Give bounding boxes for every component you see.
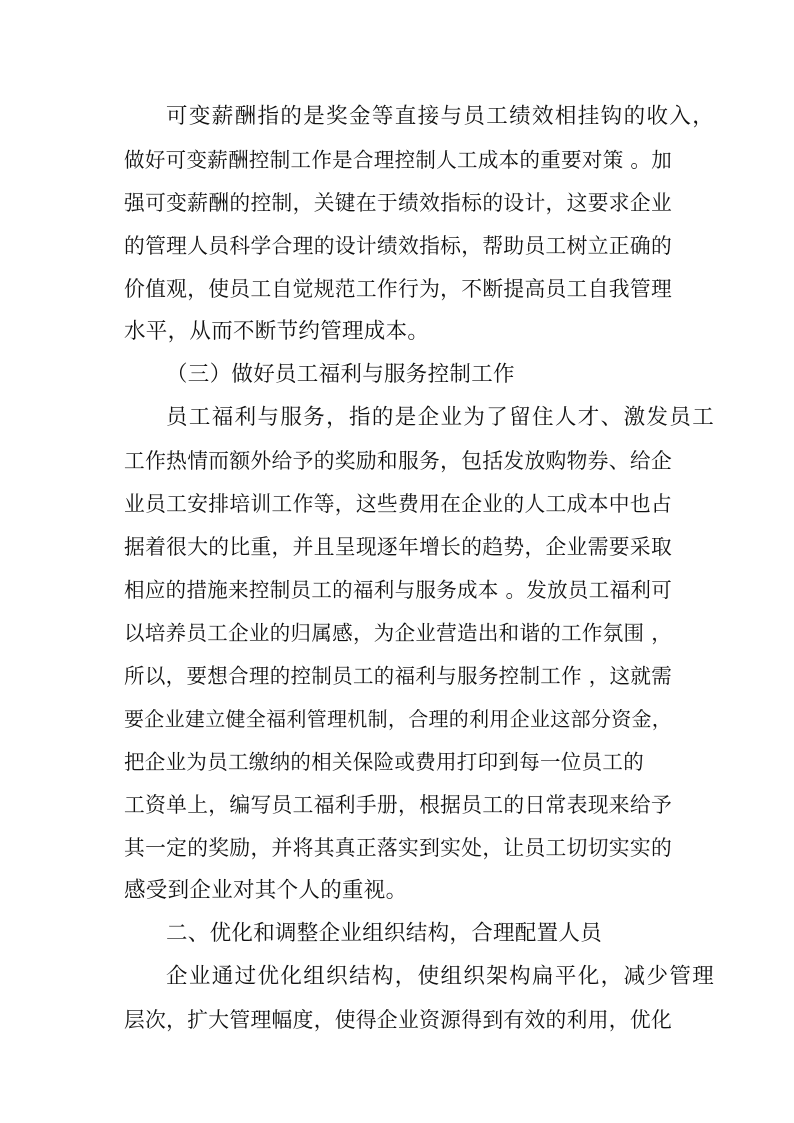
paragraph-line: 做好可变薪酬控制工作是合理控制人工成本的重要对策 。加 (124, 148, 672, 172)
paragraph-line: 价值观，使员工自觉规范工作行为，不断提高员工自我管理 (124, 277, 672, 301)
paragraph-line: 水平，从而不断节约管理成本。 (124, 319, 430, 344)
paragraph-line: 以培养员工企业的归属感，为企业营造出和谐的工作氛围 ， (124, 621, 672, 645)
paragraph-line: 强可变薪酬的控制，关键在于绩效指标的设计，这要求企业 (124, 191, 672, 215)
paragraph-line: 工作热情而额外给予的奖励和服务，包括发放购物券、给企 (124, 449, 672, 473)
paragraph-line: 层次，扩大管理幅度，使得企业资源得到有效的利用，优化 (124, 1008, 672, 1032)
paragraph-line: 相应的措施来控制员工的福利与服务成本 。发放员工福利可 (124, 578, 672, 602)
paragraph-line: 据着很大的比重，并且呈现逐年增长的趋势，企业需要采取 (124, 535, 672, 559)
paragraph-line: 可变薪酬指的是奖金等直接与员工绩效相挂钩的收入， (166, 104, 714, 129)
paragraph-line: 把企业为员工缴纳的相关保险或费用打印到每一位员工的 (124, 750, 644, 774)
paragraph-line: 所以，要想合理的控制员工的福利与服务控制工作 ，这就需 (124, 664, 672, 688)
paragraph-line: 员工福利与服务，指的是企业为了留住人才、激发员工 (166, 405, 714, 430)
paragraph-line: 其一定的奖励，并将其真正落实到实处，让员工切切实实的 (124, 836, 672, 860)
paragraph-line: 感受到企业对其个人的重视。 (124, 878, 408, 903)
paragraph-line: 企业通过优化组织结构，使组织架构扁平化，减少管理 (166, 964, 714, 989)
paragraph-line: 工资单上，编写员工福利手册，根据员工的日常表现来给予 (124, 793, 672, 817)
section-heading: （三）做好员工福利与服务控制工作 (166, 362, 515, 387)
paragraph-line: 的管理人员科学合理的设计绩效指标，帮助员工树立正确的 (124, 234, 672, 258)
section-heading: 二、优化和调整企业组织结构，合理配置人员 (166, 921, 603, 946)
paragraph-line: 要企业建立健全福利管理机制，合理的利用企业这部分资金， (124, 707, 673, 731)
paragraph-line: 业员工安排培训工作等，这些费用在企业的人工成本中也占 (124, 492, 672, 516)
